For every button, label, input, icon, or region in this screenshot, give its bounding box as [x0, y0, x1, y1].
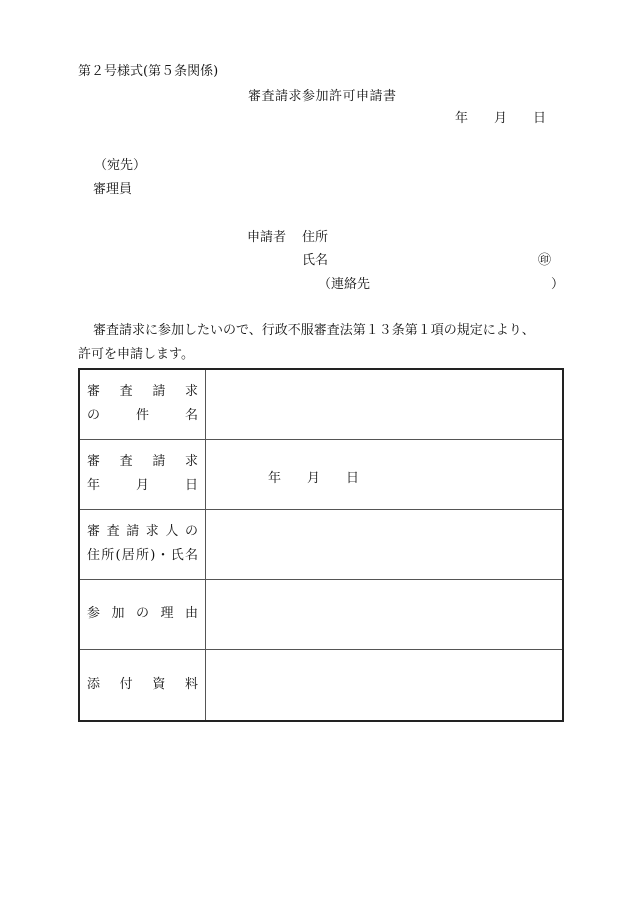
label-line: 住所(居所)・氏名 [87, 548, 198, 563]
label-line: 審査請求人の [87, 524, 198, 539]
form-number: 第２号様式(第５条関係) [78, 64, 219, 79]
row-label [79, 439, 206, 509]
label-line: 審査請求 [87, 384, 198, 400]
document-title: 審査請求参加許可申請書 [248, 89, 397, 104]
table-row-case-name [79, 369, 563, 439]
row-label [79, 369, 206, 439]
date-placeholder: 年 月 日 [268, 470, 360, 486]
requester-field[interactable] [206, 509, 564, 579]
address-label: 住所 [302, 230, 329, 245]
label-line: 年月日 [87, 478, 198, 493]
body-line-2: 許可を申請します。 [78, 347, 194, 362]
addressee: 審理員 [93, 182, 133, 197]
attachments-field[interactable] [206, 649, 564, 721]
row-label [79, 509, 206, 579]
label-line: 添付資料 [87, 676, 198, 692]
name-label: 氏名 [302, 253, 329, 268]
applicant-label: 申請者 [247, 230, 287, 245]
table-row-requester [79, 509, 563, 579]
case-name-field[interactable] [206, 369, 564, 439]
contact-close: ） [551, 277, 565, 292]
contact-label: （連絡先 [318, 277, 371, 292]
row-label [79, 579, 206, 649]
seal-mark: ㊞ [538, 253, 552, 268]
reason-field[interactable] [206, 579, 564, 649]
date-line: 年 月 日 [455, 111, 547, 126]
table-row-attachments [79, 649, 563, 721]
application-table [78, 368, 564, 722]
row-label [79, 649, 206, 721]
body-line-1: 審査請求に参加したいので、行政不服審査法第１３条第１項の規定により、 [93, 323, 535, 338]
addressee-label: （宛先） [94, 158, 147, 173]
label-line: の件名 [87, 408, 198, 424]
table-row-reason [79, 579, 563, 649]
request-date-field[interactable] [206, 439, 564, 509]
label-line: 参加の理由 [87, 606, 198, 621]
label-line: 審査請求 [87, 454, 198, 469]
table-row-request-date [79, 439, 563, 509]
